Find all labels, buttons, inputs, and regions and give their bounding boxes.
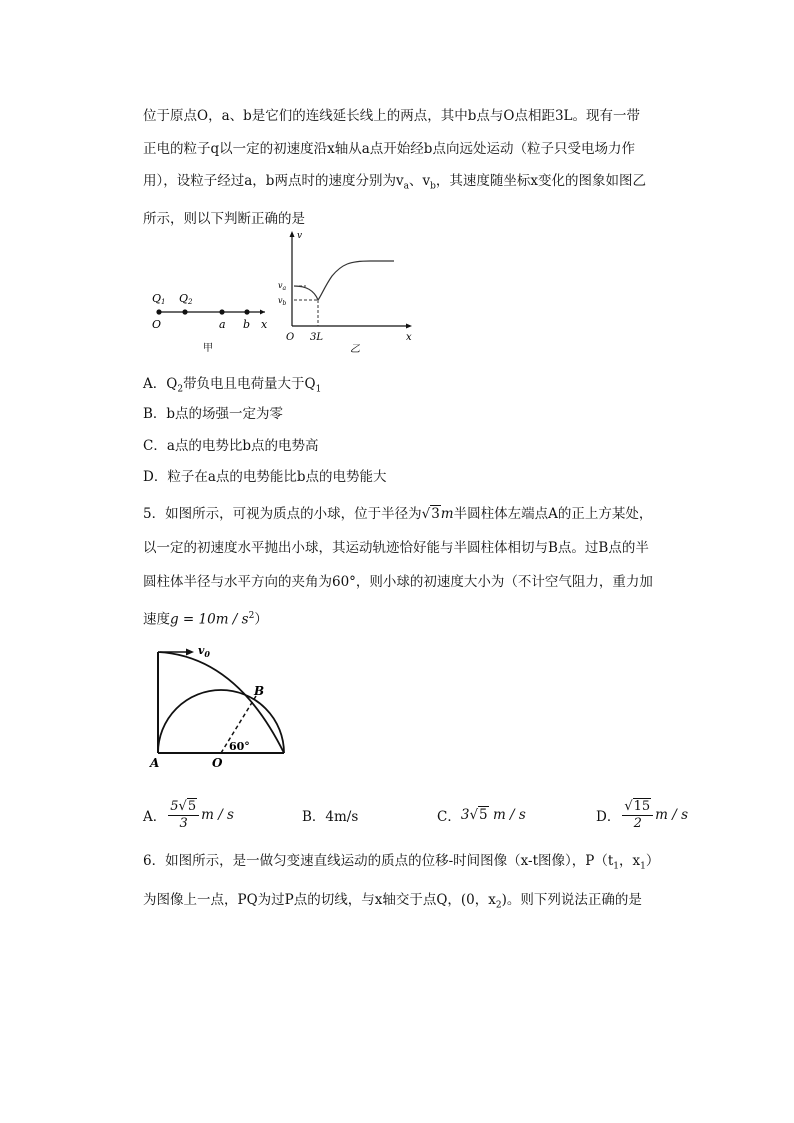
q6-stem (143, 845, 681, 922)
q4-stem (143, 100, 681, 236)
va-label: $v_a$ (278, 281, 287, 292)
point-a-label: a (219, 318, 226, 331)
q5-option-c: C． 3√5 m / s (437, 807, 526, 825)
point-b-label: b (243, 318, 251, 331)
x-axis-label: x (261, 318, 268, 331)
origin-label: O (152, 318, 162, 331)
q4-option-c: C．a点的电势比b点的电势高 (143, 438, 319, 454)
caption-yi: 乙 (350, 344, 360, 355)
q6-line-2: 为图像上一点，PQ为过P点的切线，与x轴交于点Q，(0，$x_2$)。则下列说法正确的是 (143, 891, 642, 911)
q5-line-3: 圆柱体半径与水平方向的夹角为60°，则小球的初速度大小为（不计空气阻力，重力加 (143, 574, 653, 590)
q6-line-1: 6．如图所示，是一做匀变速直线运动的质点的位移-时间图像（x-t图像），$P(t_1$，$x_1$） (143, 853, 660, 872)
q4-line-2: 正电的粒子q以一定的初速度沿x轴从a点开始经b点向远处运动（粒子只受电场力作 (143, 140, 635, 157)
q4-line-3: 用），设粒子经过a，b两点时的速度分别为$v_a$、$v_b$，其速度随坐标x变化的图象如图乙 (143, 173, 646, 192)
origin-label: O (286, 332, 295, 343)
q2-label: Q2 (179, 292, 193, 306)
q5-option-a: A． $\frac{5√5}{3}$ m / s (143, 798, 234, 831)
q1-label: Q1 (152, 292, 166, 306)
v-axis-label: v (297, 231, 303, 241)
q5-option-d: D． $\frac{√15}{2}$ m / s (596, 798, 689, 831)
q5-line-2: 以一定的初速度水平抛出小球，其运动轨迹恰好能与半圆柱体相切与B点。过B点的半 (143, 540, 649, 556)
q5-option-b: B．4m/s (302, 809, 359, 825)
caption-jia: 甲 (203, 343, 213, 354)
point-a-label: A (150, 756, 160, 770)
figure-jia (143, 285, 283, 355)
q5-line-1: 5．如图所示，可视为质点的小球，位于半径为√3m半圆柱体左端点A的正上方某处， (143, 506, 653, 522)
figure-semicylinder (146, 640, 296, 770)
point-b-label: B (254, 684, 265, 698)
point-o-label: O (212, 756, 223, 770)
figure-yi (270, 228, 420, 356)
q4-line-1: 位于原点O，a、b是它们的连线延长线上的两点，其中b点与O点相距3L。现有一带 (143, 108, 641, 124)
q4-option-a: A．$Q_2$带负电且电荷量大于$Q_1$ (143, 376, 322, 395)
q4-line-4: 所示，则以下判断正确的是 (143, 211, 305, 228)
q4-option-b: B．b点的场强一定为零 (143, 406, 284, 422)
x-axis-label: x (406, 332, 412, 343)
q5-stem (143, 497, 681, 637)
v0-label: $v_0$ (198, 644, 210, 659)
q5-line-4: 速度$g = 10m / s^2$） (143, 611, 268, 628)
q4-option-d: D．粒子在a点的电势能比b点的电势能大 (143, 469, 387, 485)
tick-3l-label: 3L (310, 332, 324, 343)
angle-label: 60° (229, 740, 250, 753)
vb-label: $v_b$ (278, 296, 287, 307)
